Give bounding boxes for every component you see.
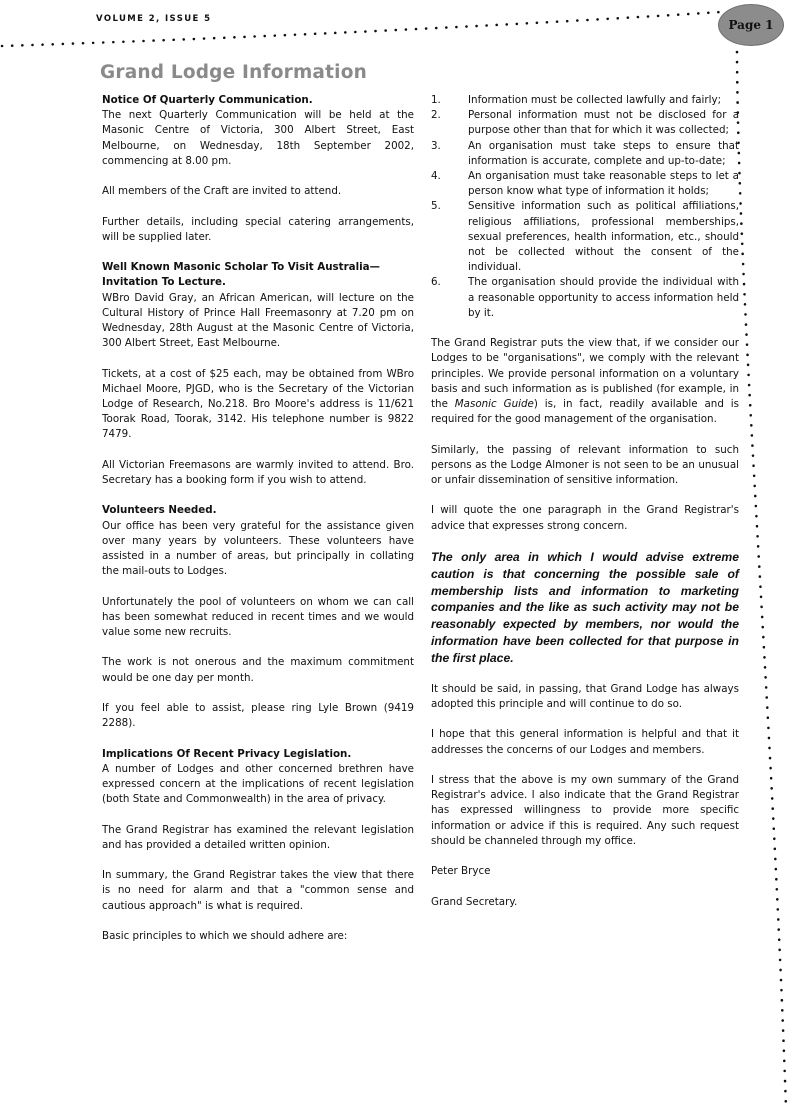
- page-title: Grand Lodge Information: [100, 62, 367, 83]
- right-column: [431, 93, 739, 925]
- quarterly-communication-heading: Notice Of Quarterly Communication.: [102, 94, 313, 106]
- list-number: 6.: [431, 276, 441, 289]
- volunteers-heading: Volunteers Needed.: [102, 504, 217, 517]
- paragraph: Basic principles to which we should adhere are:: [102, 929, 348, 942]
- paragraph: I hope that this general information is helpful and that it addresses the concerns of our Lodges and members.: [431, 728, 739, 756]
- paragraph: Unfortunately the pool of volunteers on whom we can call has been somewhat reduced in recent times and we would value some new recruits.: [102, 595, 414, 638]
- list-item: [431, 199, 739, 275]
- left-column: [102, 93, 414, 959]
- paragraph: In summary, the Grand Registrar takes the view that there is no need for alarm and that a "common sense and cautious approach" is what is required.: [102, 869, 414, 912]
- masonic-scholar-heading: Well Known Masonic Scholar To Visit Australia—Invitation To Lecture.: [102, 261, 380, 289]
- paragraph: Our office has been very grateful for the assistance given over many years by volunteers. These volunteers have assisted in a number of areas, but principally in collating the mail-outs to Lodges.: [102, 519, 414, 578]
- list-number: 5.: [431, 200, 441, 213]
- paragraph: The work is not onerous and the maximum commitment would be one day per month.: [102, 656, 414, 684]
- paragraph: [431, 336, 739, 427]
- list-number: 4.: [431, 170, 441, 183]
- list-number: 1.: [431, 94, 441, 106]
- page-number-badge: [718, 4, 784, 46]
- privacy-legislation-heading: Implications Of Recent Privacy Legislation.: [102, 747, 352, 760]
- list-text: Sensitive information such as political affiliations, religious affiliations, professional memberships, sexual preferences, health information, etc., should not be collected without the consent of the individual.: [468, 200, 739, 274]
- list-number: 2.: [431, 109, 441, 122]
- list-item: [431, 93, 739, 108]
- masonic-guide-title: Masonic Guide: [454, 398, 534, 411]
- paragraph: Tickets, at a cost of $25 each, may be obtained from WBro Michael Moore, PJGD, who is the Secretary of the Victorian Lodge of Research, No.218. Bro Moore's address is 11/621 Toorak Road, Toorak, 3142. His telephone number is 9822 7479.: [102, 367, 414, 441]
- paragraph: I will quote the one paragraph in the Grand Registrar's advice that expresses strong concern.: [431, 504, 739, 532]
- list-text: Personal information must not be disclosed for a purpose other than that for which it was collected;: [468, 109, 739, 137]
- paragraph-text: The Grand Registrar puts the view that, if we consider our Lodges to be "organisations", we comply with the relevant principles. We provide personal information on a voluntary basis and such information as is published (for example, in the: [431, 337, 739, 411]
- paragraph: Similarly, the passing of relevant information to such persons as the Lodge Almoner is not seen to be an unusual or unfair dissemination of sensitive information.: [431, 443, 739, 487]
- list-item: [431, 169, 739, 199]
- signature-title: Grand Secretary.: [431, 895, 518, 908]
- paragraph: If you feel able to assist, please ring Lyle Brown (9419 2288).: [102, 701, 414, 730]
- paragraph: I stress that the above is my own summary of the Grand Registrar's advice. I also indicate that the Grand Registrar has expressed willingness to provide more specific information or advice if this is required. Any such request should be channeled through my office.: [431, 773, 739, 847]
- paragraph: The Grand Registrar has examined the relevant legislation and has provided a detailed written opinion.: [102, 823, 414, 851]
- list-number: 3.: [431, 139, 441, 152]
- list-text: An organisation must take reasonable steps to let a person know what type of information it holds;: [468, 170, 739, 198]
- paragraph: All Victorian Freemasons are warmly invited to attend. Bro. Secretary has a booking form if you wish to attend.: [102, 458, 414, 486]
- list-text: The organisation should provide the individual with a reasonable opportunity to access information held by it.: [468, 276, 739, 319]
- paragraph: A number of Lodges and other concerned brethren have expressed concern at the implications of recent legislation (both State and Commonwealth) in the area of privacy.: [102, 762, 414, 806]
- paragraph: The next Quarterly Communication will be held at the Masonic Centre of Victoria, 300 Albert Street, East Melbourne, on Wednesday, 18th September 2002, commencing at 8.00 pm.: [102, 109, 414, 167]
- paragraph: WBro David Gray, an African American, will lecture on the Cultural History of Prince Hall Freemasonry at 7.20 pm on Wednesday, 28th August at the Masonic Centre of Victoria, 300 Albert Street, East Melbourne.: [102, 291, 414, 350]
- paragraph: Further details, including special catering arrangements, will be supplied later.: [102, 215, 414, 243]
- page-number-text: Page 1: [728, 18, 774, 32]
- list-text: Information must be collected lawfully and fairly;: [468, 94, 722, 106]
- registrar-quote: The only area in which I would advise extreme caution is that concerning the possible sale of membership lists and information to marketing companies and the like as such activity may not be reasonably expected by members, nor would the information have been collected for that purpose in the first place.: [431, 550, 739, 665]
- signature-name: Peter Bryce: [431, 865, 491, 878]
- paragraph: All members of the Craft are invited to attend.: [102, 185, 342, 198]
- paragraph: It should be said, in passing, that Grand Lodge has always adopted this principle and will continue to do so.: [431, 682, 739, 710]
- privacy-principles-list: [431, 93, 739, 321]
- list-item: [431, 139, 739, 169]
- list-item: [431, 275, 739, 321]
- list-item: [431, 108, 739, 138]
- issue-label: VOLUME 2, ISSUE 5: [96, 14, 212, 24]
- list-text: An organisation must take steps to ensure that information is accurate, complete and up-to-date;: [468, 139, 739, 167]
- paragraph-text: ) is, in fact, readily available and is required for the good management of the organisation.: [431, 398, 739, 426]
